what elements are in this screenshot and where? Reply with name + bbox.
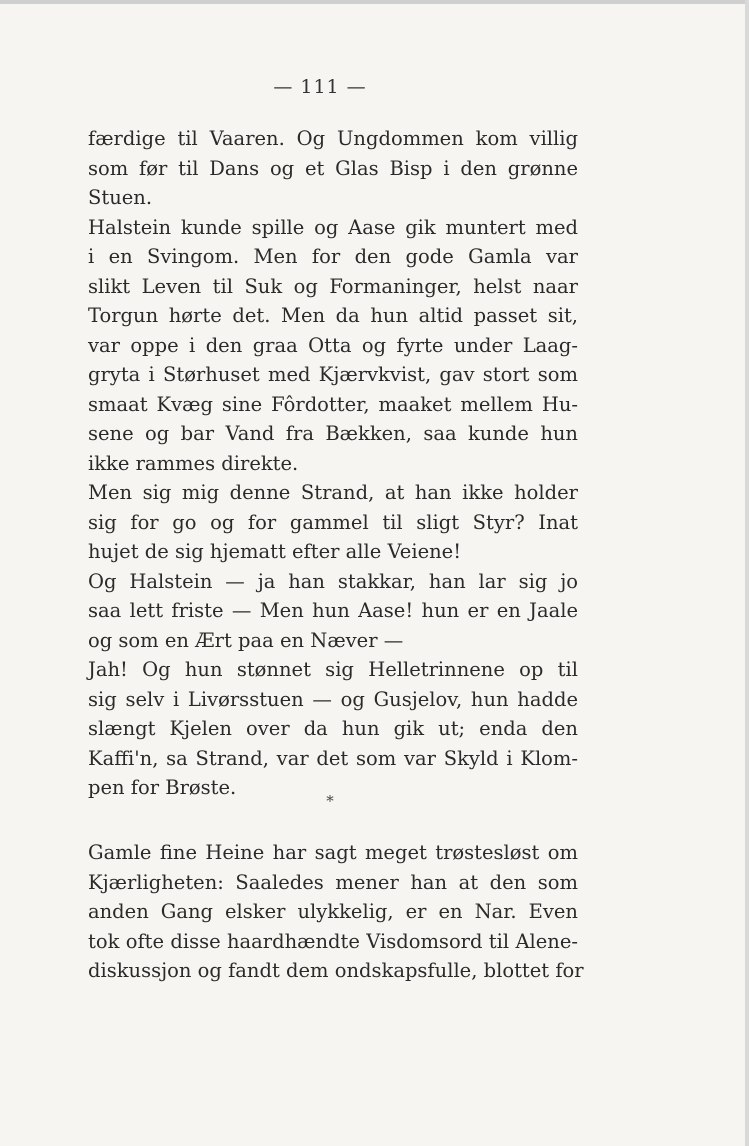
text-line: slængt Kjelen over da hun gik ut; enda den xyxy=(88,717,578,740)
text-line: saa lett friste — Men hun Aase! hun er en Jaale xyxy=(88,599,578,622)
text-line: Halstein kunde spille og Aase gik muntert med xyxy=(88,215,578,239)
text-line: sene og bar Vand fra Bækken, saa kunde hun xyxy=(88,422,578,445)
text-line: tok ofte disse haardhændte Visdomsord til Alene- xyxy=(88,929,578,953)
text-line: smaat Kvæg sine Fôrdotter, maaket mellem Hu- xyxy=(88,392,578,416)
text-line: Og Halstein — ja han stakkar, han lar sig jo xyxy=(88,569,578,593)
scan-top-edge xyxy=(0,0,749,4)
text-line: var oppe i den graa Otta og fyrte under Laag- xyxy=(88,333,578,357)
scan-right-edge xyxy=(745,0,749,1146)
text-block-1 xyxy=(88,124,578,803)
text-line: ikke rammes direkte. xyxy=(88,451,299,475)
text-line: som før til Dans og et Glas Bisp i den grønne xyxy=(88,156,578,180)
text-line: færdige til Vaaren. Og Ungdommen kom villig xyxy=(88,127,578,150)
text-block-2 xyxy=(88,838,584,986)
text-line: sig selv i Livørsstuen — og Gusjelov, hun hadde xyxy=(88,687,578,711)
text-line: og som en Ært paa en Næver — xyxy=(88,628,404,652)
text-line: i en Svingom. Men for den gode Gamla var xyxy=(88,245,578,268)
text-line: Kaffi'n, sa Strand, var det som var Skyld i Klom- xyxy=(88,746,578,770)
text-line: Kjærligheten: Saaledes mener han at den som xyxy=(88,870,578,894)
text-line: sig for go og for gammel til sligt Styr? Inat xyxy=(88,510,578,534)
text-line: hujet de sig hjematt efter alle Veiene! xyxy=(88,540,462,563)
text-line: Gamle fine Heine har sagt meget trøstesløst om xyxy=(88,841,578,864)
text-line: Men sig mig denne Strand, at han ikke holder xyxy=(88,481,578,504)
text-line: Jah! Og hun stønnet sig Helletrinnene op til xyxy=(88,658,578,681)
text-line: diskussjon og fandt dem ondskapsfulle, blottet for xyxy=(88,959,584,982)
text-line: gryta i Størhuset med Kjærvkvist, gav stort som xyxy=(88,363,578,386)
text-line: Stuen. xyxy=(88,186,153,209)
page-number: — 111 — xyxy=(273,76,367,98)
text-line: anden Gang elsker ulykkelig, er en Nar. Even xyxy=(88,900,578,923)
text-line: slikt Leven til Suk og Formaninger, helst naar xyxy=(88,274,578,298)
text-line: pen for Brøste. xyxy=(88,776,237,799)
section-separator: * xyxy=(326,792,334,810)
text-line: Torgun hørte det. Men da hun altid passet sit, xyxy=(88,304,578,327)
